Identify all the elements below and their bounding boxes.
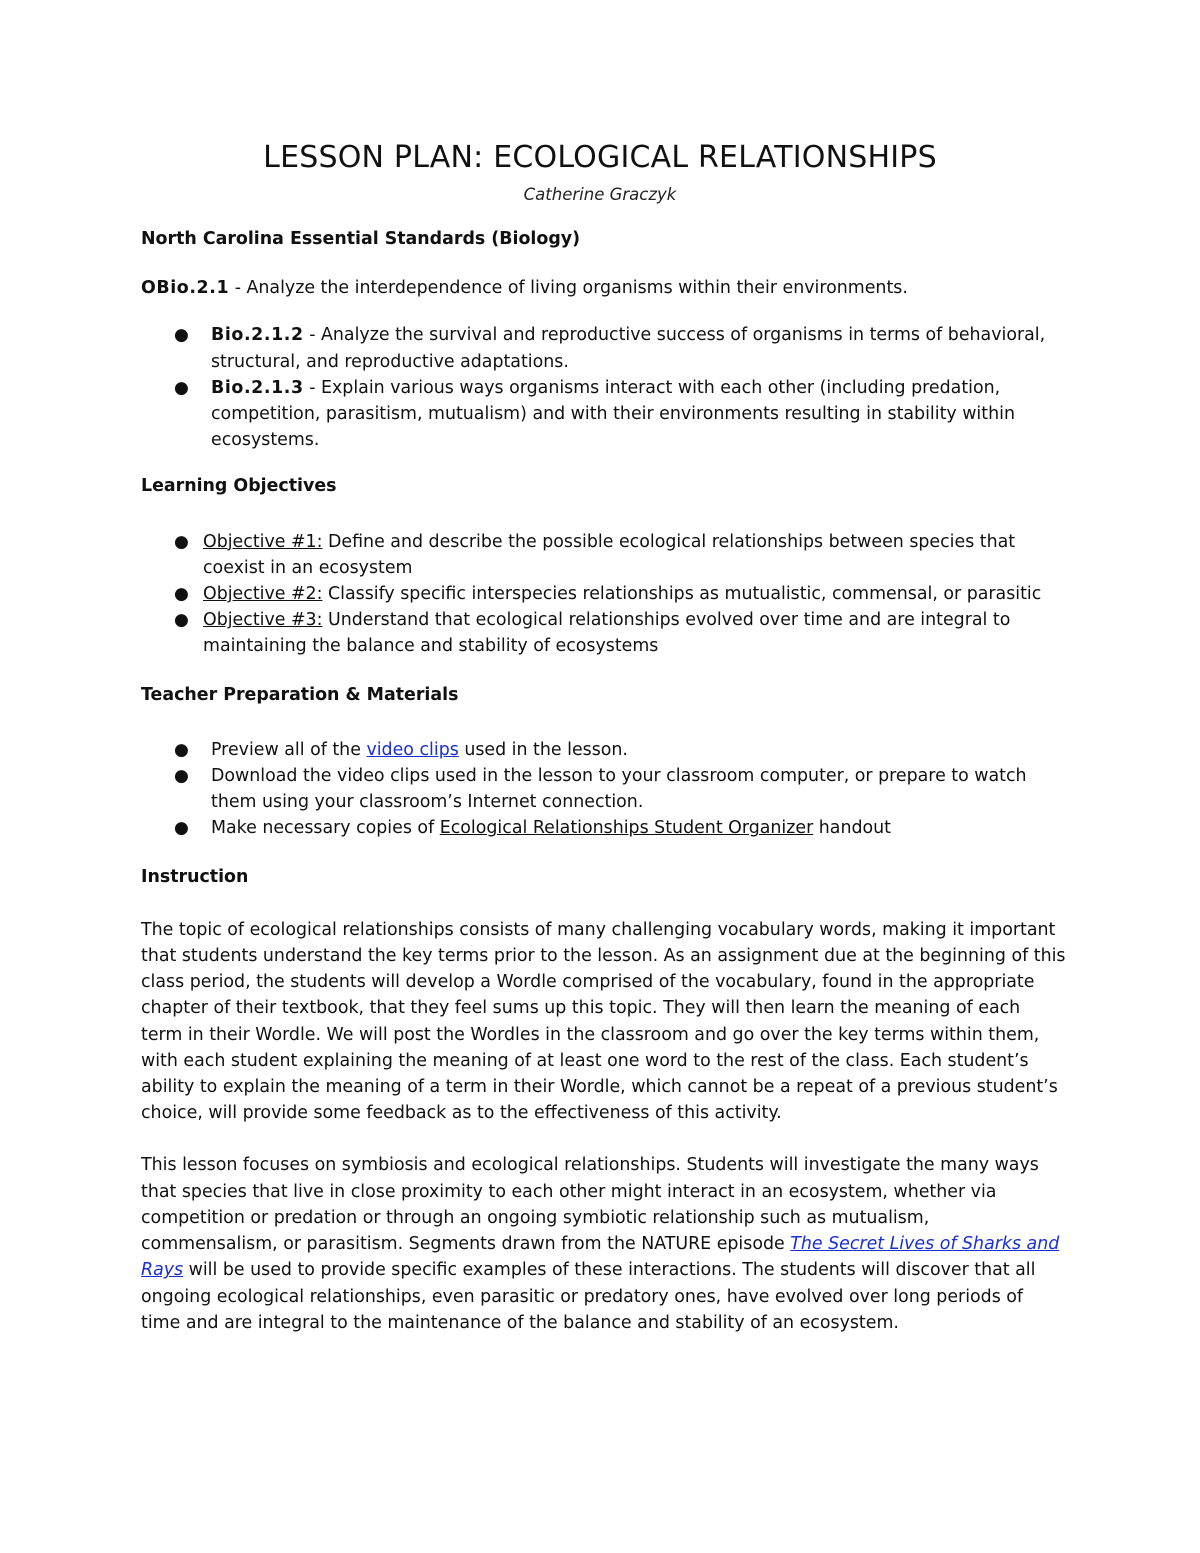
materials-item-text: used in the lesson.	[458, 739, 628, 760]
standard-code: Bio.2.1.3	[211, 377, 304, 398]
materials-heading: Teacher Preparation & Materials	[141, 684, 459, 705]
standards-heading: North Carolina Essential Standards (Biology)	[141, 229, 581, 249]
materials-item-text: Make necessary copies of	[211, 818, 440, 839]
objectives-heading: Learning Objectives	[141, 476, 337, 497]
list-item	[141, 581, 1066, 607]
list-item	[141, 763, 1066, 815]
list-item	[141, 375, 1066, 454]
bullet-icon: ●	[174, 325, 189, 346]
standards-list	[141, 322, 1066, 453]
bullet-icon: ●	[174, 531, 189, 552]
objective-text: Understand that ecological relationships evolved over time and are integral to maintaining the balance and stability of ecosystems	[203, 610, 1011, 657]
episode-link[interactable]: The Secret Lives of Sharks and Rays	[141, 1234, 1060, 1281]
list-item	[141, 322, 1066, 374]
objective-label: Objective #3:	[203, 610, 323, 631]
video-clips-link[interactable]: video clips	[366, 739, 459, 760]
document-body	[141, 226, 1066, 1336]
bullet-icon: ●	[174, 584, 189, 605]
bullet-icon: ●	[174, 377, 189, 398]
standard-text: - Analyze the survival and reproductive success of organisms in terms of behavioral, structural, and reproductive adaptations.	[211, 325, 1046, 372]
bullet-icon: ●	[174, 766, 189, 787]
list-item	[141, 737, 1066, 763]
standard-main-code: OBio.2.1	[141, 278, 230, 299]
materials-item-text: handout	[813, 818, 891, 839]
materials-item-text: Preview all of the	[211, 739, 367, 760]
standard-main-text: - Analyze the interdependence of living organisms within their environments.	[229, 278, 908, 299]
student-organizer-title: Ecological Relationships Student Organizer	[439, 818, 814, 839]
standard-main	[141, 275, 1066, 301]
objectives-list	[141, 529, 1066, 660]
instruction-heading: Instruction	[141, 866, 249, 887]
bullet-icon: ●	[174, 818, 189, 839]
instruction-paragraph-2	[141, 1152, 1066, 1335]
standard-code: Bio.2.1.2	[211, 325, 304, 346]
document-title: LESSON PLAN: ECOLOGICAL RELATIONSHIPS	[263, 140, 937, 175]
list-item	[141, 607, 1066, 659]
materials-item-text: Download the video clips used in the lesson to your classroom computer, or prepare to watch them using your classroom’s Internet connection.	[211, 766, 1027, 813]
list-item	[141, 815, 1066, 841]
standard-text: - Explain various ways organisms interact with each other (including predation, competition, parasitism, mutualism) and with their environments resulting in stability within ecosystems.	[211, 377, 1015, 451]
bullet-icon: ●	[174, 739, 189, 760]
list-item	[141, 529, 1066, 581]
paragraph-text: This lesson focuses on symbiosis and ecological relationships. Students will investigate the many ways that species that live in close proximity to each other might interact in an ecosystem, whether via competition or predation or through an ongoing symbiotic relationship such as mutualism, commensalism, or parasitism. Segments drawn from the NATURE episode	[141, 1155, 1039, 1255]
paragraph-text: will be used to provide specific examples of these interactions. The students will discover that all ongoing ecological relationships, even parasitic or predatory ones, have evolved over long periods of time and are integral to the maintenance of the balance and stability of an ecosystem.	[141, 1260, 1036, 1333]
materials-list	[141, 737, 1066, 842]
objective-text: Define and describe the possible ecological relationships between species that coexist in an ecosystem	[203, 531, 1016, 578]
objective-label: Objective #1:	[203, 531, 323, 552]
author-name: Catherine Graczyk	[523, 185, 677, 204]
bullet-icon: ●	[174, 610, 189, 631]
objective-text: Classify specific interspecies relationships as mutualistic, commensal, or parasitic	[322, 584, 1042, 605]
instruction-paragraph-1: The topic of ecological relationships consists of many challenging vocabulary words, making it important that students understand the key terms prior to the lesson. As an assignment due at the beginning of this class period, the students will develop a Wordle comprised of the vocabulary, found in the appropriate chapter of their textbook, that they feel sums up this topic. They will then learn the meaning of each term in their Wordle. We will post the Wordles in the classroom and go over the key terms within them, with each student explaining the meaning of at least one word to the rest of the class. Each student’s ability to explain the meaning of a term in their Wordle, which cannot be a repeat of a previous student’s choice, will provide some feedback as to the effectiveness of this activity.	[141, 919, 1066, 1124]
objective-label: Objective #2:	[203, 584, 323, 605]
